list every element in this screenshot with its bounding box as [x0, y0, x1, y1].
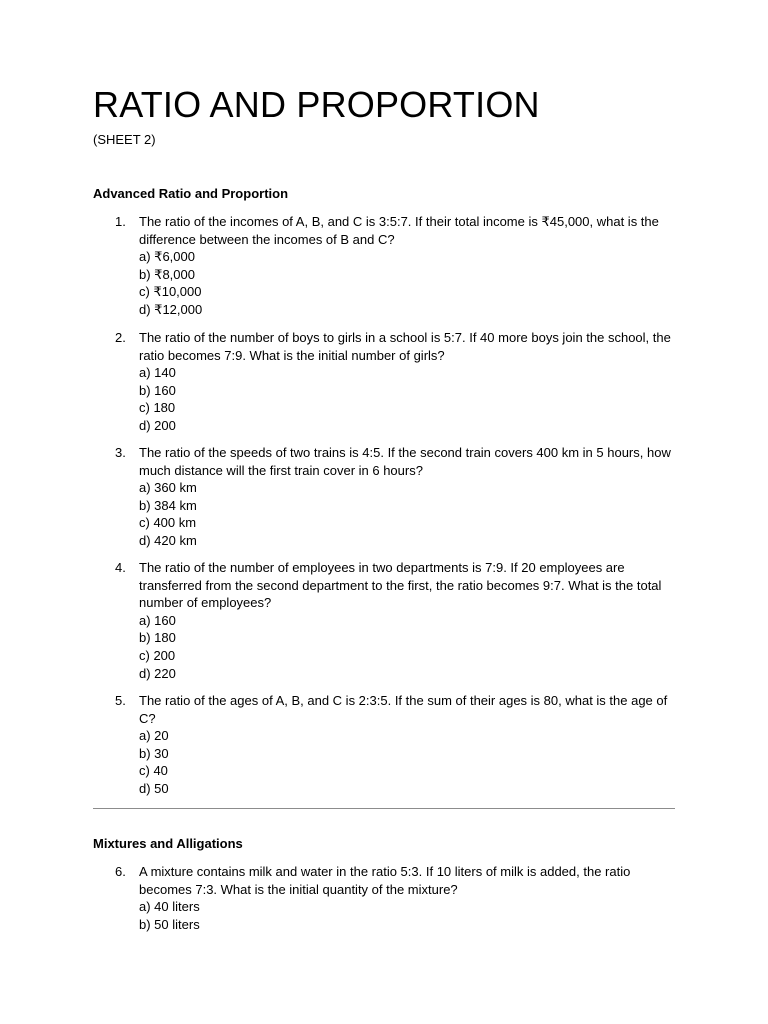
- question-item: [115, 863, 675, 933]
- answer-option: d) 420 km: [139, 532, 197, 548]
- answer-option: b) ₹8,000: [139, 266, 195, 282]
- answer-option: d) 50: [139, 780, 169, 796]
- question-text: A mixture contains milk and water in the ratio 5:3. If 10 liters of milk is added, the ratio becomes 7:3. What is the initial quantity of the mixture?: [139, 864, 631, 897]
- document-subtitle: (SHEET 2): [93, 132, 156, 147]
- question-item: [115, 692, 675, 798]
- section-heading: Mixtures and Alligations: [93, 836, 243, 851]
- question-item: [115, 444, 675, 550]
- answer-option: c) ₹10,000: [139, 284, 202, 300]
- question-number: 5.: [115, 693, 126, 708]
- answer-option: a) 360 km: [139, 480, 197, 496]
- answer-option: b) 384 km: [139, 497, 197, 513]
- question-text: The ratio of the incomes of A, B, and C is 3:5:7. If their total income is ₹45,000, what is the difference between the incomes of B and C?: [139, 214, 659, 247]
- answer-option: b) 160: [139, 382, 176, 398]
- horizontal-divider: [93, 808, 675, 809]
- answer-option: b) 50 liters: [139, 916, 200, 932]
- answer-option: d) ₹12,000: [139, 301, 203, 317]
- question-item: [115, 213, 675, 319]
- question-item: [115, 559, 675, 682]
- answer-option: b) 30: [139, 745, 169, 761]
- question-text: The ratio of the number of boys to girls in a school is 5:7. If 40 more boys join the school, the ratio becomes 7:9. What is the initial number of girls?: [139, 330, 671, 363]
- answer-option: a) 20: [139, 728, 169, 744]
- question-number: 3.: [115, 445, 126, 460]
- question-number: 6.: [115, 864, 126, 879]
- question-text: The ratio of the number of employees in two departments is 7:9. If 20 employees are transferred from the second department to the first, the ratio becomes 9:7. What is the total number of employees?: [139, 560, 662, 611]
- answer-option: c) 180: [139, 400, 176, 416]
- question-item: [115, 329, 675, 435]
- section-heading: Advanced Ratio and Proportion: [93, 186, 289, 201]
- question-number: 2.: [115, 330, 126, 345]
- answer-option: c) 400 km: [139, 515, 197, 531]
- document-title: RATIO AND PROPORTION: [93, 84, 540, 125]
- answer-option: a) 40 liters: [139, 899, 200, 915]
- answer-option: b) 180: [139, 630, 176, 646]
- answer-option: c) 40: [139, 763, 168, 779]
- answer-option: a) 160: [139, 612, 176, 628]
- answer-option: a) 140: [139, 365, 176, 381]
- question-text: The ratio of the ages of A, B, and C is 2:3:5. If the sum of their ages is 80, what is the age of C?: [139, 693, 668, 726]
- question-number: 1.: [115, 214, 126, 229]
- question-text: The ratio of the speeds of two trains is 4:5. If the second train covers 400 km in 5 hours, how much distance will the first train cover in 6 hours?: [139, 445, 671, 478]
- answer-option: a) ₹6,000: [139, 249, 195, 265]
- question-number: 4.: [115, 560, 126, 575]
- answer-option: c) 200: [139, 647, 176, 663]
- answer-option: d) 220: [139, 665, 176, 681]
- answer-option: d) 200: [139, 417, 176, 433]
